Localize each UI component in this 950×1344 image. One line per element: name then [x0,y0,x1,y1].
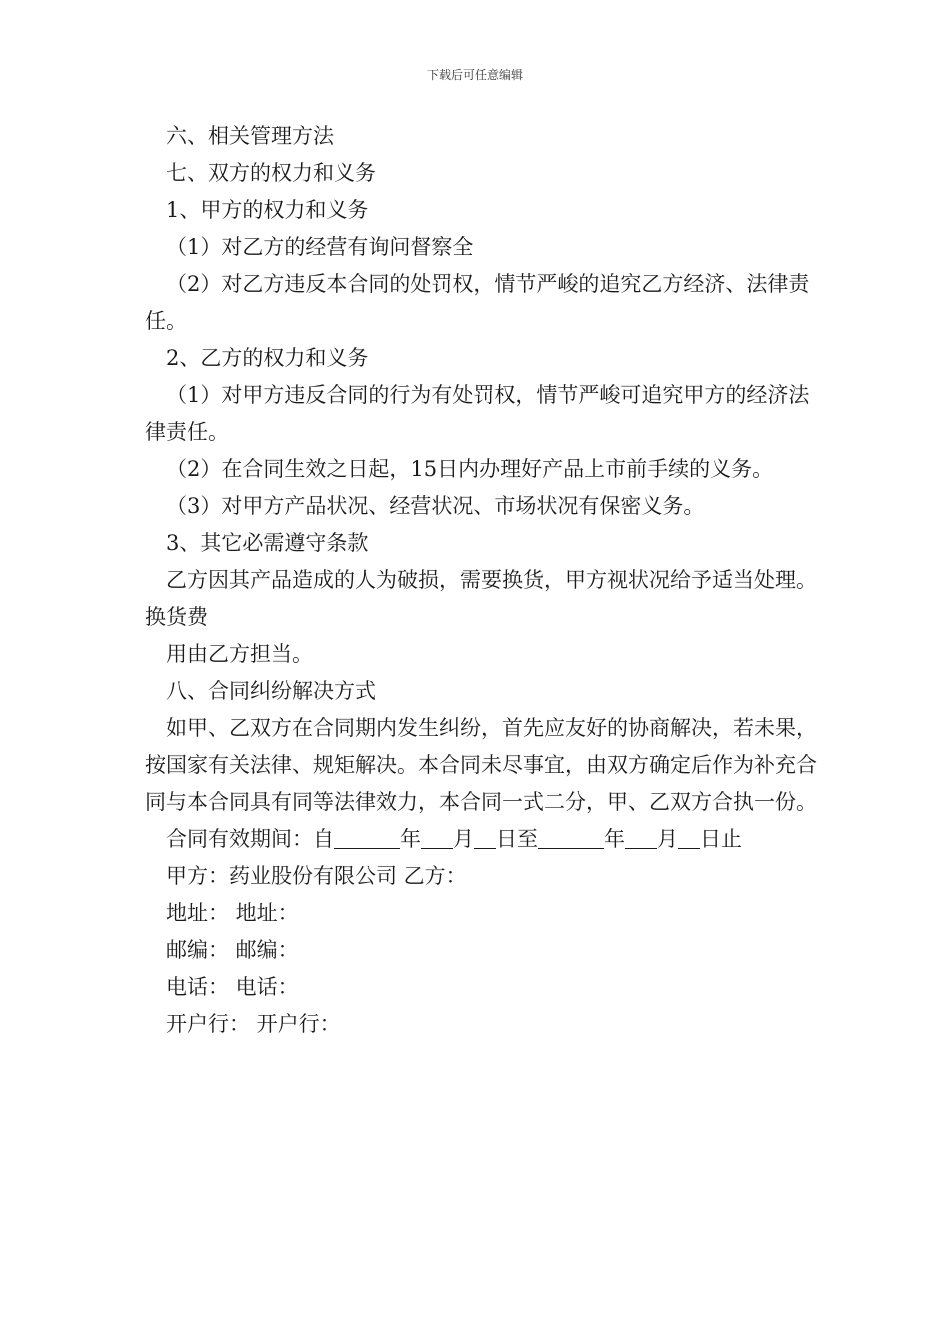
day-end-label: 日止 [700,827,742,851]
signature-phone: 电话： 电话： [166,975,299,999]
clause-dispute: 如甲、乙双方在合同期内发生纠纷，首先应友好的协商解决，若未果，按国家有关法律、规矩解决。本合同未尽事宜，由双方确定后作为补充合同与本合同具有同等法律效力，本合同一式二分，甲、乙双方合执一份。 [145,716,817,814]
blank-end-day[interactable] [678,824,700,849]
section-heading-8: 八、合同纠纷解决方式 [166,679,376,703]
clause-b-2: （2）在合同生效之日起，15日内办理好产品上市前手续的义务。 [166,457,774,481]
clause-b-1: （1）对甲方违反合同的行为有处罚权，情节严峻可追究甲方的经济法律责任。 [145,383,810,444]
section-heading-6: 六、相关管理方法 [166,124,334,148]
subheading-other-terms: 3、其它必需遵守条款 [166,531,369,555]
signature-bank: 开户行： 开户行： [166,1012,341,1036]
blank-start-day[interactable] [474,824,496,849]
signature-parties: 甲方：药业股份有限公司 乙方： [166,864,467,888]
month-label-1: 月 [453,827,474,851]
validity-label: 合同有效期间：自 [166,827,334,851]
month-label-2: 月 [657,827,678,851]
year-label-1: 年 [400,827,421,851]
blank-end-month[interactable] [625,824,657,849]
validity-period [145,821,825,858]
blank-end-year[interactable] [538,824,604,849]
clause-a-2: （2）对乙方违反本合同的处罚权，情节严峻的追究乙方经济、法律责任。 [145,272,810,333]
clause-a-1: （1）对乙方的经营有询问督察全 [166,235,474,259]
subheading-party-b: 2、乙方的权力和义务 [166,346,369,370]
clause-b-3: （3）对甲方产品状况、经营状况、市场状况有保密义务。 [166,494,705,518]
clause-exchange: 乙方因其产品造成的人为破损，需要换货，甲方视状况给予适当处理。换货费 [145,568,817,629]
blank-start-year[interactable] [334,824,400,849]
blank-start-month[interactable] [421,824,453,849]
document-body [145,118,825,1043]
day-to-label: 日至 [496,827,538,851]
clause-exchange-cont: 用由乙方担当。 [166,642,313,666]
signature-address: 地址： 地址： [166,901,299,925]
signature-postcode: 邮编： 邮编： [166,938,299,962]
subheading-party-a: 1、甲方的权力和义务 [166,198,369,222]
section-heading-7: 七、双方的权力和义务 [166,161,376,185]
year-label-2: 年 [604,827,625,851]
page-header: 下载后可任意编辑 [426,68,523,82]
